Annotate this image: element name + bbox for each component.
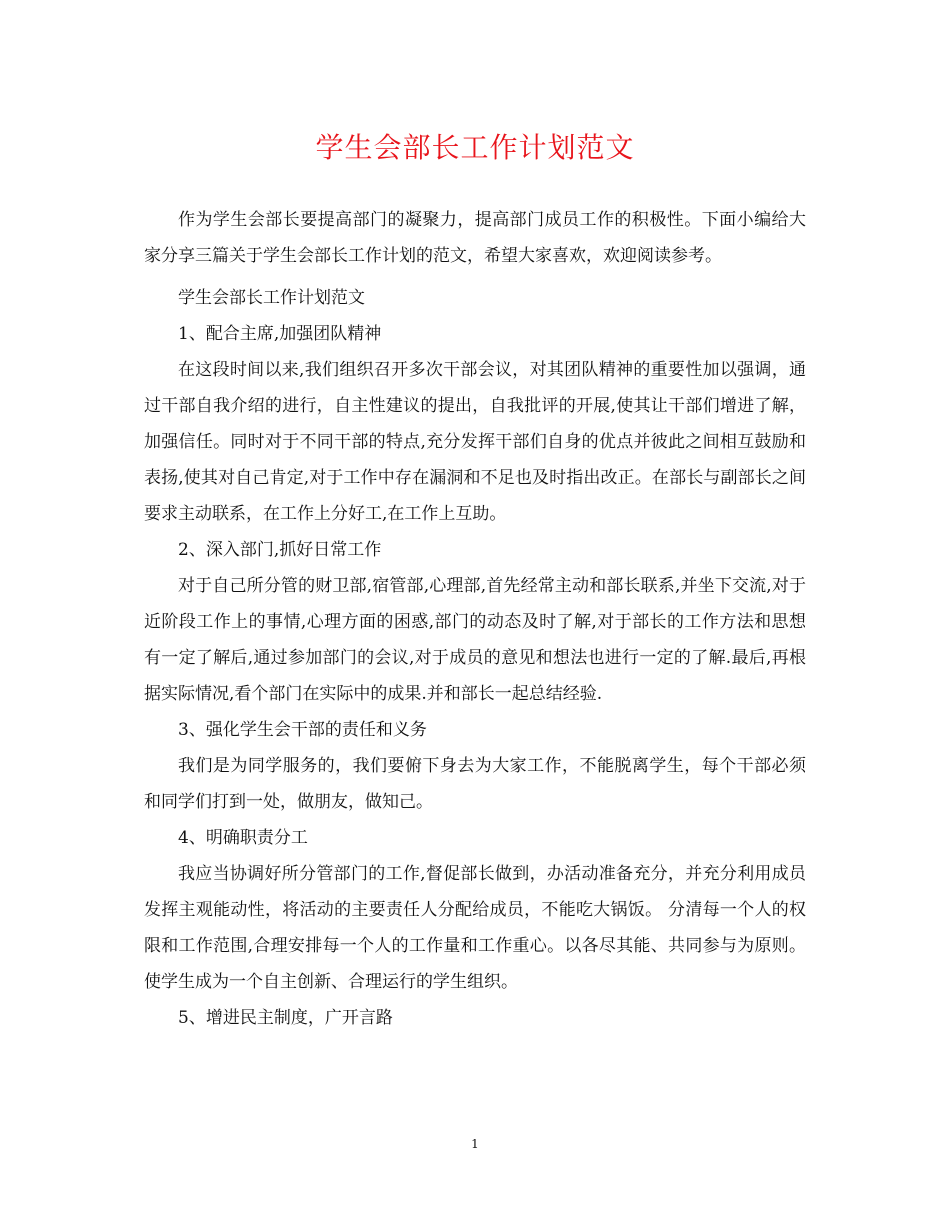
page-number: 1 [471,1137,479,1151]
item-heading-5: 5、增进民主制度，广开言路 [178,1008,393,1028]
section-heading: 学生会部长工作计划范文 [178,288,365,308]
item-body-3: 我们是为同学服务的，我们要俯下身去为大家工作，不能脱离学生，每个干部必须和同学们打到一处，做朋友，做知己。 [144,756,806,812]
document-title: 学生会部长工作计划范文 [315,131,635,164]
item-heading-2: 2、深入部门,抓好日常工作 [178,540,382,560]
document-body [144,202,806,1036]
item-heading-4: 4、明确职责分工 [178,828,308,848]
item-heading-1: 1、配合主席,加强团队精神 [178,324,382,344]
item-heading-3: 3、强化学生会干部的责任和义务 [178,720,427,740]
item-body-2: 对于自己所分管的财卫部,宿管部,心理部,首先经常主动和部长联系,并坐下交流,对于近阶段工作上的事情,心理方面的困惑,部门的动态及时了解,对于部长的工作方法和思想有一定了解后,通过参加部门的会议,对于成员的意见和想法也进行一定的了解.最后,再根据实际情况,看个部门在实际中的成果.并和部长一起总结经验. [144,576,806,704]
item-body-4: 我应当协调好所分管部门的工作,督促部长做到，办活动准备充分，并充分利用成员发挥主观能动性，将活动的主要责任人分配给成员，不能吃大锅饭。 分清每一个人的权限和工作范围,合理安排每一个人的工作量和工作重心。以各尽其能、共同参与为原则。使学生成为一个自主创新、合理运行的学生组织。 [144,864,806,992]
intro-paragraph: 作为学生会部长要提高部门的凝聚力，提高部门成员工作的积极性。下面小编给大家分享三篇关于学生会部长工作计划的范文，希望大家喜欢，欢迎阅读参考。 [144,210,806,266]
item-body-1: 在这段时间以来,我们组织召开多次干部会议，对其团队精神的重要性加以强调，通过干部自我介绍的进行，自主性建议的提出，自我批评的开展,使其让干部们增进了解，加强信任。同时对于不同干部的特点,充分发挥干部们自身的优点并彼此之间相互鼓励和表扬,使其对自己肯定,对于工作中存在漏洞和不足也及时指出改正。在部长与副部长之间要求主动联系，在工作上分好工,在工作上互助。 [144,360,806,524]
